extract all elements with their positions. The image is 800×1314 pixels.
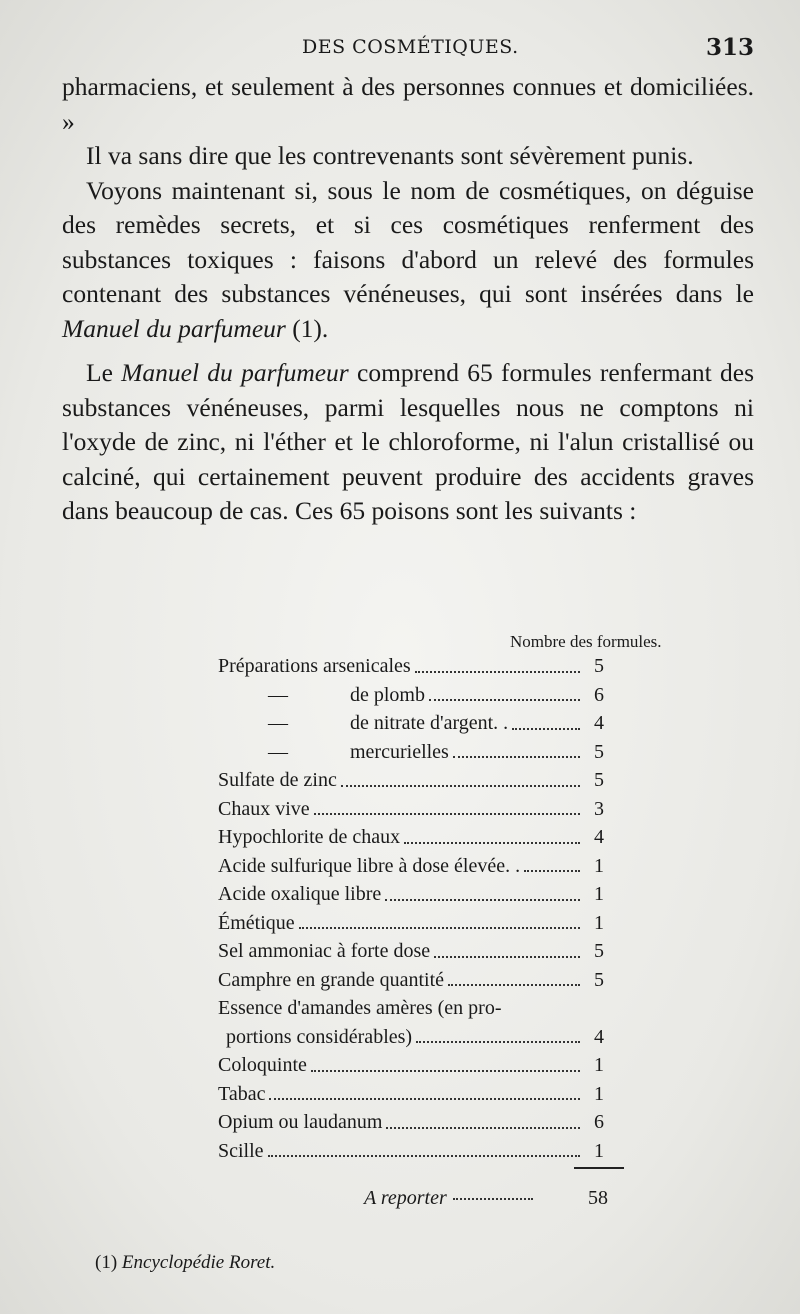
table-row: [218, 966, 618, 995]
page-header: [0, 34, 800, 62]
table-row: [218, 738, 618, 767]
page-number: 313: [706, 34, 755, 61]
row-count: 1: [594, 1082, 604, 1105]
paragraph-1: pharmaciens, et seulement à des personnes connues et domiciliées. »: [62, 72, 754, 136]
ditto-dash: —: [268, 740, 288, 763]
dot-leader: [385, 899, 580, 901]
row-label: Acide oxalique libre: [218, 883, 382, 905]
row-count: 1: [594, 883, 604, 905]
footnote-marker: (1): [95, 1252, 118, 1273]
row-label: Acide sulfurique libre à dose élevée. .: [218, 854, 521, 877]
manual-title: Manuel du parfumeur: [121, 358, 349, 387]
dot-leader: [416, 1041, 580, 1043]
row-label: Sulfate de zinc: [218, 769, 337, 791]
table-row: [218, 1080, 618, 1109]
row-label: de nitrate d'argent. .: [350, 712, 509, 734]
table-row: [218, 937, 618, 966]
row-label: Sel ammoniac à forte dose: [218, 940, 431, 962]
footnote-source: Encyclopédie Roret.: [121, 1252, 276, 1273]
paragraph-4: [62, 356, 754, 529]
table-row: [218, 1051, 618, 1080]
dot-leader: [512, 728, 580, 730]
row-count: 1: [594, 854, 604, 877]
dot-leader: [448, 984, 580, 986]
table-row: [218, 909, 618, 938]
dot-leader: [268, 1155, 580, 1157]
row-count: 6: [594, 683, 604, 706]
footnote: [95, 1252, 275, 1274]
row-label: Tabac: [218, 1082, 266, 1105]
poison-table: [218, 652, 618, 1165]
table-row: [218, 795, 618, 824]
row-label: Chaux vive: [218, 797, 310, 820]
ditto-dash: —: [268, 712, 288, 734]
dot-leader: [341, 785, 580, 787]
table-row: [218, 1108, 618, 1137]
dot-leader: [269, 1098, 580, 1100]
row-label: Scille: [218, 1139, 264, 1162]
row-count: 4: [594, 1025, 604, 1048]
ditto-dash: —: [268, 683, 288, 706]
dot-leader: [386, 1127, 580, 1129]
table-row: [218, 823, 618, 852]
row-count: 5: [594, 740, 604, 763]
table-row: [218, 681, 618, 710]
dot-leader: [299, 927, 580, 929]
dot-leader: [415, 671, 580, 673]
table-row: [218, 852, 618, 881]
table-row: [218, 766, 618, 795]
paragraph-2: Il va sans dire que les contrevenants sont sévèrement punis.: [86, 141, 694, 170]
row-count: 6: [594, 1111, 604, 1133]
carry-forward-row: [364, 1187, 608, 1210]
report-label: A reporter: [364, 1187, 447, 1209]
row-count: 4: [594, 712, 604, 734]
paragraph-4-text: comprend 65 formules renfermant des substances vénéneuses, parmi lesquelles nous ne comptons ni l'oxyde de zinc, ni l'éther et le chloroforme, ni l'alun cristallisé ou calciné, qui certainement peuvent produire des accidents graves dans beaucoup de cas. Ces 65 poisons sont les suivants :: [62, 358, 754, 525]
row-count: 5: [594, 940, 604, 962]
dot-leader: [524, 870, 580, 872]
dot-leader: [314, 813, 580, 815]
sum-rule: [574, 1167, 624, 1169]
row-label: Opium ou laudanum: [218, 1111, 383, 1133]
row-label: mercurielles: [350, 740, 449, 763]
row-count: 1: [594, 1054, 604, 1076]
row-label: portions considérables): [226, 1025, 413, 1048]
paragraph-4-start: Le: [86, 358, 122, 387]
running-head: DES COSMÉTIQUES.: [302, 36, 519, 58]
dot-leader: [453, 756, 580, 758]
table-row: [218, 994, 618, 1023]
report-total: 58: [588, 1187, 608, 1209]
table-column-header: Nombre des formules.: [510, 632, 662, 651]
row-count: 4: [594, 826, 604, 848]
table-row: [218, 1137, 618, 1166]
table-row: [218, 709, 618, 738]
dot-leader: [434, 956, 580, 958]
paragraph-3-text: Voyons maintenant si, sous le nom de cosmétiques, on déguise des remèdes secrets, et si ces cosmétiques renferment des substances toxiques : faisons d'abord un relevé des formules contenant des substances vénéneuses, qui sont insérées dans le: [62, 175, 754, 308]
row-count: 5: [594, 769, 604, 791]
row-label: Essence d'amandes amères (en pro-: [218, 997, 502, 1019]
row-label: Camphre en grande quantité: [218, 968, 445, 991]
row-label: Émétique: [218, 911, 295, 934]
row-count: 3: [594, 797, 604, 820]
row-label: de plomb: [350, 683, 425, 706]
row-count: 1: [594, 911, 604, 934]
dot-leader: [453, 1198, 533, 1200]
row-count: 5: [594, 968, 604, 991]
dot-leader: [429, 699, 580, 701]
body-text: [62, 70, 754, 529]
paragraph-3-end: (1).: [285, 313, 329, 343]
table-row: [218, 880, 618, 909]
row-count: 5: [594, 655, 604, 677]
manual-title: Manuel du parfumeur: [62, 313, 286, 343]
dot-leader: [404, 842, 580, 844]
row-label: Hypochlorite de chaux: [218, 826, 401, 848]
dot-leader: [311, 1070, 580, 1072]
row-label: Coloquinte: [218, 1054, 307, 1076]
row-label: Préparations arsenicales: [218, 655, 411, 677]
paragraph-3: [62, 174, 754, 347]
table-row: [218, 652, 618, 681]
row-count: 1: [594, 1139, 604, 1162]
table-row: [218, 1023, 618, 1052]
